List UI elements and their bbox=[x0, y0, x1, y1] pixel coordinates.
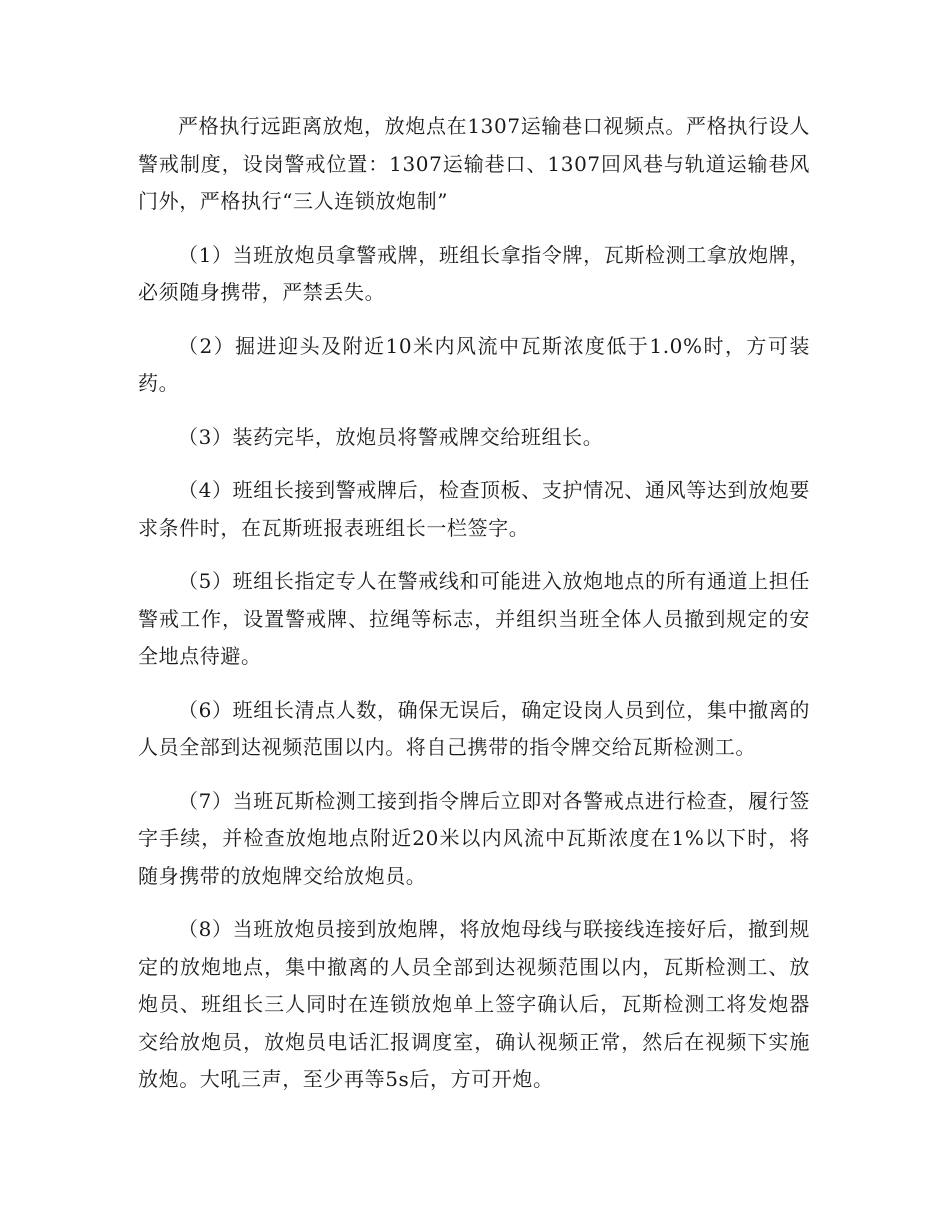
paragraph-step-2: （2）掘进迎头及附近10米内风流中瓦斯浓度低于1.0%时，方可装药。 bbox=[138, 333, 810, 395]
paragraph-step-3: （3）装药完毕，放炮员将警戒牌交给班组长。 bbox=[178, 424, 604, 449]
document-body bbox=[138, 108, 810, 1115]
paragraph-step-4: （4）班组长接到警戒牌后，检查顶板、支护情况、通风等达到放炮要求条件时，在瓦斯班报表班组长一栏签字。 bbox=[138, 478, 810, 540]
paragraph-step-6: （6）班组长清点人数，确保无误后，确定设岗人员到位，集中撤离的人员全部到达视频范围以内。将自己携带的指令牌交给瓦斯检测工。 bbox=[138, 697, 810, 759]
paragraph-step-8: （8）当班放炮员接到放炮牌，将放炮母线与联接线连接好后，撤到规定的放炮地点，集中撤离的人员全部到达视频范围以内，瓦斯检测工、放炮员、班组长三人同时在连锁放炮单上签字确认后，瓦斯检测工将发炮器交给放炮员，放炮员电话汇报调度室，确认视频正常，然后在视频下实施放炮。大吼三声，至少再等5s后，方可开炮。 bbox=[138, 917, 810, 1091]
paragraph-intro: 严格执行远距离放炮，放炮点在1307运输巷口视频点。严格执行设人警戒制度，设岗警戒位置：1307运输巷口、1307回风巷与轨道运输巷风门外，严格执行“三人连锁放炮制” bbox=[138, 114, 810, 213]
paragraph-step-1: （1）当班放炮员拿警戒牌，班组长拿指令牌，瓦斯检测工拿放炮牌，必须随身携带，严禁丢失。 bbox=[138, 242, 810, 304]
paragraph-step-7: （7）当班瓦斯检测工接到指令牌后立即对各警戒点进行检查，履行签字手续，并检查放炮地点附近20米以内风流中瓦斯浓度在1%以下时，将随身携带的放炮牌交给放炮员。 bbox=[138, 788, 810, 888]
paragraph-step-5: （5）班组长指定专人在警戒线和可能进入放炮地点的所有通道上担任警戒工作，设置警戒牌、拉绳等标志，并组织当班全体人员撤到规定的安全地点待避。 bbox=[138, 569, 810, 668]
